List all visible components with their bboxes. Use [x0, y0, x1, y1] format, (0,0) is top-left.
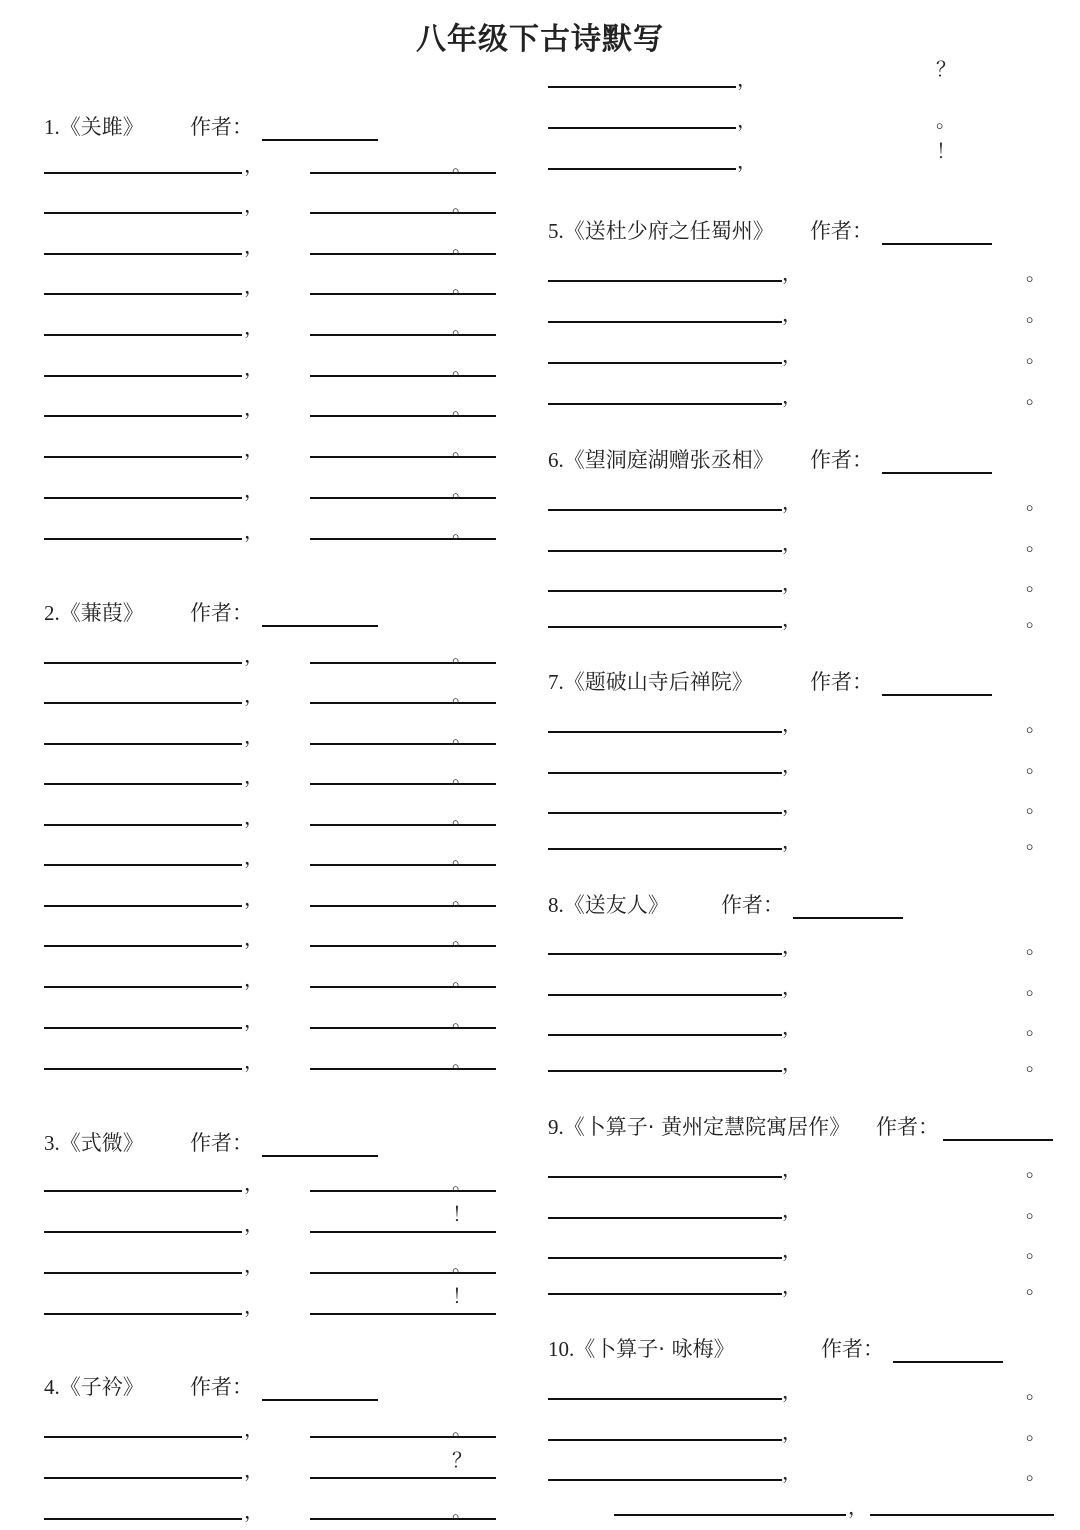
poem-line-row	[548, 1187, 1046, 1222]
comma-mark: ，	[244, 969, 264, 991]
first-half-blank[interactable]	[44, 945, 242, 947]
first-half-blank[interactable]	[548, 772, 782, 774]
first-half-blank[interactable]	[548, 994, 782, 996]
author-blank[interactable]	[943, 1139, 1053, 1141]
end-punctuation: 。	[452, 969, 472, 991]
first-half-blank[interactable]	[548, 1034, 782, 1036]
author-blank[interactable]	[893, 1361, 1003, 1363]
poem-title: 《蒹葭》	[59, 601, 144, 625]
first-half-blank[interactable]	[548, 590, 782, 592]
poem-line-row	[44, 713, 472, 748]
comma-mark: ，	[244, 1419, 264, 1441]
end-punctuation: 。	[1026, 533, 1046, 555]
comma-mark: ，	[782, 977, 802, 999]
end-punctuation: 。	[452, 1255, 472, 1277]
author-blank[interactable]	[882, 694, 992, 696]
end-punctuation: 。	[1026, 1240, 1046, 1262]
end-punctuation: 。	[1026, 936, 1046, 958]
end-punctuation: 。	[1026, 831, 1046, 853]
comma-mark: ，	[782, 1017, 802, 1039]
poem-number: 8.	[548, 893, 564, 917]
end-punctuation: ？	[936, 59, 956, 81]
comma-mark: ，	[244, 928, 264, 950]
poem-number: 7.	[548, 670, 564, 694]
first-half-blank[interactable]	[44, 1190, 242, 1192]
poem-line-row	[548, 1004, 1046, 1039]
first-half-blank[interactable]	[548, 509, 782, 511]
end-punctuation: 。	[452, 155, 472, 177]
comma-mark: ，	[244, 888, 264, 910]
comma-mark: ，	[244, 1296, 264, 1318]
comma-mark: ，	[244, 685, 264, 707]
first-half-blank[interactable]	[44, 662, 242, 664]
end-punctuation: 。	[1026, 386, 1046, 408]
author-blank[interactable]	[262, 1155, 378, 1157]
poem-line-row	[44, 1283, 472, 1318]
end-punctuation: 。	[452, 847, 472, 869]
end-punctuation: 。	[1026, 304, 1046, 326]
author-label: 作者：	[721, 893, 784, 917]
end-punctuation: 。	[1026, 573, 1046, 595]
poem-line-row	[44, 467, 472, 502]
poem-line-row	[548, 97, 956, 132]
author-label: 作者：	[190, 1375, 253, 1399]
first-half-blank[interactable]	[548, 626, 782, 628]
first-half-blank[interactable]	[44, 1027, 242, 1029]
poem-heading	[548, 1112, 939, 1142]
comma-mark: ，	[244, 155, 264, 177]
first-half-blank[interactable]	[548, 812, 782, 814]
comma-mark: ，	[782, 1381, 802, 1403]
first-half-blank[interactable]	[548, 1070, 782, 1072]
first-half-blank[interactable]	[548, 953, 782, 955]
poem-number: 2.	[44, 601, 60, 625]
comma-mark: ，	[244, 1501, 264, 1523]
poem-line-row	[44, 1406, 472, 1441]
poem-line-row	[44, 1038, 472, 1073]
comma-mark: ，	[782, 1200, 802, 1222]
comma-mark: ，	[244, 1051, 264, 1073]
poem-number: 4.	[44, 1375, 60, 1399]
first-half-blank[interactable]	[548, 1439, 782, 1441]
poem-number: 9.	[548, 1115, 564, 1139]
poem-line-row	[548, 373, 1046, 408]
first-half-blank[interactable]	[548, 168, 736, 170]
poem-line-row	[548, 596, 1046, 631]
poem-line-row	[548, 560, 1046, 595]
first-half-blank[interactable]	[44, 415, 242, 417]
end-punctuation: 。	[1026, 1422, 1046, 1444]
author-label: 作者：	[190, 1131, 253, 1155]
poem-line-row	[548, 520, 1046, 555]
comma-mark: ，	[782, 1159, 802, 1181]
first-half-blank[interactable]	[548, 731, 782, 733]
first-half-blank[interactable]	[548, 362, 782, 364]
poem-line-row	[548, 1040, 1046, 1075]
poem-title: 《式微》	[59, 1131, 144, 1155]
first-half-blank[interactable]	[44, 864, 242, 866]
second-half-blank[interactable]	[310, 1231, 496, 1233]
poem-line-row	[548, 291, 1046, 326]
end-punctuation: 。	[1026, 977, 1046, 999]
author-label: 作者：	[821, 1337, 884, 1361]
poem-heading	[44, 112, 253, 142]
poem-line-row	[44, 508, 472, 543]
first-half-blank[interactable]	[44, 824, 242, 826]
end-punctuation: 。	[1026, 1159, 1046, 1181]
first-half-blank[interactable]	[44, 172, 242, 174]
first-half-blank[interactable]	[44, 497, 242, 499]
end-punctuation: 。	[452, 398, 472, 420]
comma-mark: ，	[782, 1422, 802, 1444]
comma-mark: ，	[782, 795, 802, 817]
first-half-blank[interactable]	[44, 702, 242, 704]
first-half-blank[interactable]	[44, 783, 242, 785]
first-half-blank[interactable]	[614, 1514, 846, 1516]
end-punctuation: 。	[452, 928, 472, 950]
end-punctuation: 。	[452, 521, 472, 543]
second-half-blank[interactable]	[310, 1313, 496, 1315]
poem-line-row	[44, 1242, 472, 1277]
end-punctuation: 。	[452, 888, 472, 910]
first-half-blank[interactable]	[548, 1257, 782, 1259]
poem-number: 5.	[548, 219, 564, 243]
comma-mark: ，	[782, 936, 802, 958]
end-punctuation: 。	[1026, 714, 1046, 736]
poem-line-row	[44, 223, 472, 258]
end-punctuation: 。	[452, 685, 472, 707]
comma-mark: ，	[244, 766, 264, 788]
poem-title: 《送杜少府之任蜀州》	[563, 219, 774, 243]
first-half-blank[interactable]	[548, 848, 782, 850]
comma-mark: ，	[244, 480, 264, 502]
poem-title: 《卜算子· 咏梅》	[574, 1337, 735, 1361]
comma-mark: ，	[244, 645, 264, 667]
comma-mark: ，	[244, 398, 264, 420]
poem-line-row	[44, 1201, 472, 1236]
first-half-blank[interactable]	[44, 375, 242, 377]
comma-mark: ，	[782, 831, 802, 853]
comma-mark: ，	[782, 573, 802, 595]
poem-line-row	[548, 332, 1046, 367]
comma-mark: ，	[244, 1173, 264, 1195]
end-punctuation: 。	[452, 807, 472, 829]
poem-title: 《送友人》	[563, 893, 669, 917]
first-half-blank[interactable]	[44, 1231, 242, 1233]
comma-mark: ，	[782, 492, 802, 514]
poem-line-row	[44, 915, 472, 950]
comma-mark: ，	[782, 755, 802, 777]
comma-mark: ，	[244, 439, 264, 461]
poem-line-row	[548, 1227, 1046, 1262]
first-half-blank[interactable]	[44, 743, 242, 745]
poem-title: 《望洞庭湖赠张丞相》	[563, 448, 774, 472]
author-label: 作者：	[810, 670, 873, 694]
comma-mark: ，	[782, 304, 802, 326]
comma-mark: ，	[737, 151, 757, 173]
end-punctuation: 。	[452, 1501, 472, 1523]
first-half-blank[interactable]	[548, 127, 736, 129]
end-punctuation: 。	[936, 110, 956, 132]
poem-line-row	[44, 345, 472, 380]
poem-heading	[44, 598, 253, 628]
comma-mark: ，	[244, 195, 264, 217]
poem-line-row	[44, 672, 472, 707]
poem-line-row	[44, 956, 472, 991]
poem-line-row	[548, 701, 1046, 736]
poem-line-row	[44, 753, 472, 788]
poem-line-row	[44, 997, 472, 1032]
poem-number: 6.	[548, 448, 564, 472]
poem-line-row	[548, 138, 956, 173]
poem-number: 10.	[548, 1337, 575, 1361]
comma-mark: ，	[782, 1053, 802, 1075]
poem-title: 《子衿》	[59, 1375, 144, 1399]
poem-line-row	[548, 1263, 1046, 1298]
comma-mark: ，	[737, 110, 757, 132]
poem-heading	[44, 1372, 253, 1402]
author-blank[interactable]	[262, 625, 378, 627]
author-blank[interactable]	[882, 472, 992, 474]
comma-mark: ，	[848, 1497, 868, 1519]
poem-number: 1.	[44, 115, 60, 139]
end-punctuation: 。	[1026, 492, 1046, 514]
poem-line-row	[548, 742, 1046, 777]
comma-mark: ，	[244, 1255, 264, 1277]
poem-heading	[548, 890, 784, 920]
second-half-blank[interactable]	[310, 1477, 496, 1479]
first-half-blank[interactable]	[548, 1398, 782, 1400]
comma-mark: ，	[782, 1276, 802, 1298]
poem-heading	[44, 1128, 253, 1158]
end-punctuation: 。	[452, 1419, 472, 1441]
comma-mark: ，	[244, 236, 264, 258]
comma-mark: ，	[782, 263, 802, 285]
first-half-blank[interactable]	[44, 538, 242, 540]
first-half-blank[interactable]	[548, 403, 782, 405]
comma-mark: ，	[244, 276, 264, 298]
comma-mark: ，	[244, 317, 264, 339]
first-half-blank[interactable]	[548, 550, 782, 552]
poem-title: 《关雎》	[59, 115, 144, 139]
end-punctuation: 。	[1026, 263, 1046, 285]
comma-mark: ，	[782, 609, 802, 631]
poem-line-row	[44, 385, 472, 420]
author-blank[interactable]	[793, 917, 903, 919]
first-half-blank[interactable]	[44, 253, 242, 255]
end-punctuation: 。	[1026, 1017, 1046, 1039]
poem-line-row	[548, 1409, 1046, 1444]
author-label: 作者：	[190, 601, 253, 625]
poem-line-row	[548, 479, 1046, 514]
author-blank[interactable]	[262, 139, 378, 141]
poem-line-row	[548, 250, 1046, 285]
poem-title: 《题破山寺后禅院》	[563, 670, 753, 694]
end-punctuation: 。	[452, 358, 472, 380]
poem-heading	[548, 445, 873, 475]
poem-line-row	[44, 304, 472, 339]
first-half-blank[interactable]	[44, 1272, 242, 1274]
author-label: 作者：	[810, 219, 873, 243]
first-half-blank[interactable]	[44, 1313, 242, 1315]
author-label: 作者：	[190, 115, 253, 139]
second-half-blank[interactable]	[870, 1514, 1054, 1516]
first-half-blank[interactable]	[44, 1436, 242, 1438]
first-half-blank[interactable]	[44, 1477, 242, 1479]
first-half-blank[interactable]	[44, 1068, 242, 1070]
end-punctuation: 。	[1026, 1462, 1046, 1484]
comma-mark: ，	[244, 358, 264, 380]
end-punctuation: ！	[452, 1204, 472, 1226]
end-punctuation: 。	[1026, 345, 1046, 367]
poem-line-row	[44, 1447, 472, 1482]
end-punctuation: 。	[1026, 1381, 1046, 1403]
first-half-blank[interactable]	[548, 280, 782, 282]
first-half-blank[interactable]	[44, 334, 242, 336]
comma-mark: ，	[782, 386, 802, 408]
end-punctuation: ？	[452, 1450, 472, 1472]
comma-mark: ，	[782, 714, 802, 736]
poem-line-row	[44, 1488, 472, 1523]
end-punctuation: 。	[1026, 1200, 1046, 1222]
poem-line-row	[548, 782, 1046, 817]
poem-line-row	[548, 1146, 1046, 1181]
end-punctuation: 。	[452, 1051, 472, 1073]
poem-line-row	[548, 56, 956, 91]
end-punctuation: 。	[452, 439, 472, 461]
first-half-blank[interactable]	[548, 1479, 782, 1481]
poem-line-row	[614, 1484, 1054, 1518]
poem-heading	[548, 1334, 884, 1364]
comma-mark: ，	[244, 807, 264, 829]
end-punctuation: 。	[452, 236, 472, 258]
first-half-blank[interactable]	[44, 456, 242, 458]
author-label: 作者：	[876, 1115, 939, 1139]
poem-line-row	[44, 875, 472, 910]
poem-line-row	[44, 794, 472, 829]
poem-line-row	[44, 182, 472, 217]
end-punctuation: ！	[452, 1286, 472, 1308]
poem-line-row	[44, 632, 472, 667]
poem-line-row	[44, 142, 472, 177]
first-half-blank[interactable]	[548, 86, 736, 88]
poem-line-row	[44, 834, 472, 869]
first-half-blank[interactable]	[548, 1176, 782, 1178]
end-punctuation: 。	[452, 1173, 472, 1195]
author-label: 作者：	[810, 448, 873, 472]
poem-line-row	[548, 964, 1046, 999]
poem-line-row	[548, 1449, 1046, 1484]
comma-mark: ，	[782, 1240, 802, 1262]
end-punctuation: 。	[1026, 1276, 1046, 1298]
end-punctuation: 。	[452, 317, 472, 339]
end-punctuation: 。	[452, 1010, 472, 1032]
end-punctuation: 。	[452, 276, 472, 298]
end-punctuation: 。	[452, 766, 472, 788]
comma-mark: ，	[244, 521, 264, 543]
poem-line-row	[548, 818, 1046, 853]
poem-heading	[548, 667, 873, 697]
end-punctuation: 。	[1026, 1053, 1046, 1075]
poem-line-row	[548, 1368, 1046, 1403]
page-title: 八年级下古诗默写	[416, 22, 664, 57]
comma-mark: ，	[244, 1010, 264, 1032]
first-half-blank[interactable]	[44, 1518, 242, 1520]
comma-mark: ，	[782, 345, 802, 367]
first-half-blank[interactable]	[44, 986, 242, 988]
first-half-blank[interactable]	[44, 212, 242, 214]
end-punctuation: 。	[1026, 755, 1046, 777]
first-half-blank[interactable]	[44, 293, 242, 295]
end-punctuation: 。	[1026, 795, 1046, 817]
poem-line-row	[44, 263, 472, 298]
comma-mark: ，	[782, 533, 802, 555]
comma-mark: ，	[737, 69, 757, 91]
poem-line-row	[44, 1160, 472, 1195]
end-punctuation: 。	[452, 480, 472, 502]
comma-mark: ，	[244, 1460, 264, 1482]
end-punctuation: ！	[936, 141, 956, 163]
comma-mark: ，	[244, 1214, 264, 1236]
end-punctuation: 。	[1026, 609, 1046, 631]
first-half-blank[interactable]	[44, 905, 242, 907]
first-half-blank[interactable]	[548, 321, 782, 323]
end-punctuation: 。	[452, 726, 472, 748]
end-punctuation: 。	[452, 195, 472, 217]
poem-title: 《卜算子· 黄州定慧院寓居作》	[563, 1115, 851, 1139]
poem-number: 3.	[44, 1131, 60, 1155]
author-blank[interactable]	[262, 1399, 378, 1401]
comma-mark: ，	[782, 1462, 802, 1484]
poem-line-row	[44, 426, 472, 461]
comma-mark: ，	[244, 847, 264, 869]
comma-mark: ，	[244, 726, 264, 748]
poem-line-row	[548, 923, 1046, 958]
first-half-blank[interactable]	[548, 1293, 782, 1295]
end-punctuation: 。	[452, 645, 472, 667]
author-blank[interactable]	[882, 243, 992, 245]
first-half-blank[interactable]	[548, 1217, 782, 1219]
poem-heading	[548, 216, 873, 246]
